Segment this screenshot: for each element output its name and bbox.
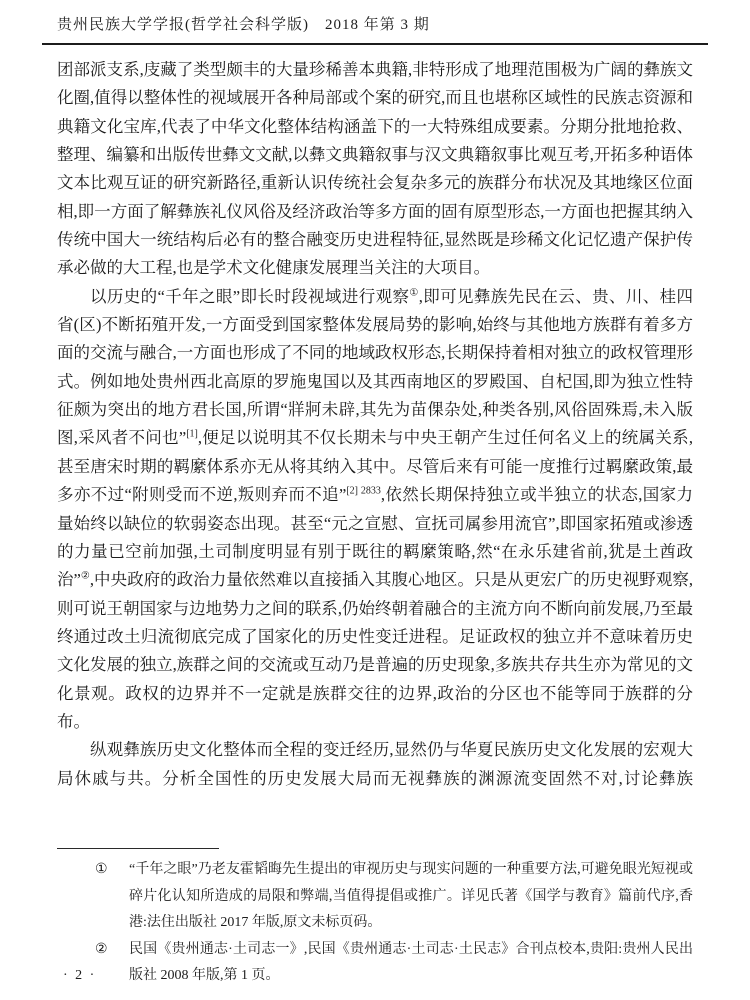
footnote-text: “千年之眼”乃老友霍韬晦先生提出的审视历史与现实问题的一种重要方法,可避免眼光短视或碎片化认知所造成的局限和弊端,当值得提倡或推广。详见氏著《国学与教育》篇前代序,香港:法住出版社 2017 年版,原文未标页码。 <box>129 862 693 930</box>
footnote-item <box>57 857 693 937</box>
body-paragraph: 纵观彝族历史文化整体而全程的变迁经历,显然仍与华夏民族历史文化发展的宏观大局休戚与共。分析全国性的历史发展大局而无视彝族的渊源流变固然不对,讨论彝族 <box>57 740 693 788</box>
body-paragraph: 以历史的“千年之眼”即长时段视域进行观察①,即可见彝族先民在云、贵、川、桂四省(区)不断拓殖开发,一方面受到国家整体发展局势的影响,始终与其他地方族群有着多方面的交流与融合,一方面也形成了不同的地域政权形态,长期保持着相对独立的政权管理形式。例如地处贵州西北高原的罗施鬼国以及其西南地区的罗殿国、自杞国,即为独立性特征颇为突出的地方君长国,所谓“牂牁未辟,其先为苗倮杂处,种类各别,风俗固殊焉,未入版图,采风者不问也”[1],便足以说明其不仅长期未与中央王朝产生过任何名义上的统属关系,甚至唐宋时期的羁縻体系亦无从将其纳入其中。尽管后来有可能一度推行过羁縻政策,最多亦不过“附则受而不逆,叛则弃而不追”$^{[2] 2833}$,依然长期保持独立或半独立的状态,国家力量始终以缺位的软弱姿态出现。甚至“元之宣慰、宣抚司属参用流官”,即国家拓殖或渗透的力量已空前加强,土司制度明显有别于既往的羁縻策略,然“在永乐建省前,犹是土酋政治”②,中央政府的政治力量依然难以直接插入其腹心地区。只是从更宏广的历史视野观察,则可说王朝国家与边地势力之间的联系,仍始终朝着融合的主流方向不断向前发展,乃至最终通过改土归流彻底完成了国家化的历史性变迁进程。足证政权的独立并不意味着历史文化发展的独立,族群之间的交流或互动乃是普遍的历史现象,多族共存共生亦为常见的文化景观。政权的边界并不一定就是族群交往的边界,政治的分区也不能等同于族群的分布。 <box>57 286 694 731</box>
citation-superscript: [1] <box>186 428 198 440</box>
footnote-separator-rule <box>57 848 219 849</box>
article-body <box>57 56 693 793</box>
page-number: · 2 · <box>63 968 97 983</box>
running-head: 贵州民族大学学报(哲学社会科学版) 2018 年第 3 期 <box>57 17 430 33</box>
footnote-marker: ② <box>95 941 108 957</box>
citation-superscript: ① <box>409 287 419 299</box>
footnote-list <box>57 857 693 990</box>
footnote-marker: ① <box>95 862 108 877</box>
footnote-text: 民国《贵州通志·土司志一》,民国《贵州通志·土司志·土民志》合刊点校本,贵阳:贵州人民出版社 2008 年版,第 1 页。 <box>129 941 693 983</box>
body-paragraph: 团部派支系,庋藏了类型颇丰的大量珍稀善本典籍,非特形成了地理范围极为广阔的彝族文化圈,值得以整体性的视域展开各种局部或个案的研究,而且也堪称区域性的民族志资源和典籍文化宝库,代表了中华文化整体结构涵盖下的一大特殊组成要素。分期分批地抢救、整理、编纂和出版传世彝文文献,以彝文典籍叙事与汉文典籍叙事比观互考,开拓多种语体文本比观互证的研究新路径,重新认识传统社会复杂多元的族群分布状况及其地缘区位面相,即一方面了解彝族礼仪风俗及经济政治等多方面的固有原型形态,一方面也把握其纳入传统中国大一统结构后必有的整合融变历史进程特征,显然既是珍稀文化记忆遗产保护传承必做的大工程,也是学术文化健康发展理当关注的大项目。 <box>57 60 693 278</box>
header-rule <box>42 43 708 45</box>
footnote-item <box>57 937 693 990</box>
citation-superscript: ② <box>80 570 90 582</box>
citation-superscript: [2] 2833 <box>346 485 381 497</box>
